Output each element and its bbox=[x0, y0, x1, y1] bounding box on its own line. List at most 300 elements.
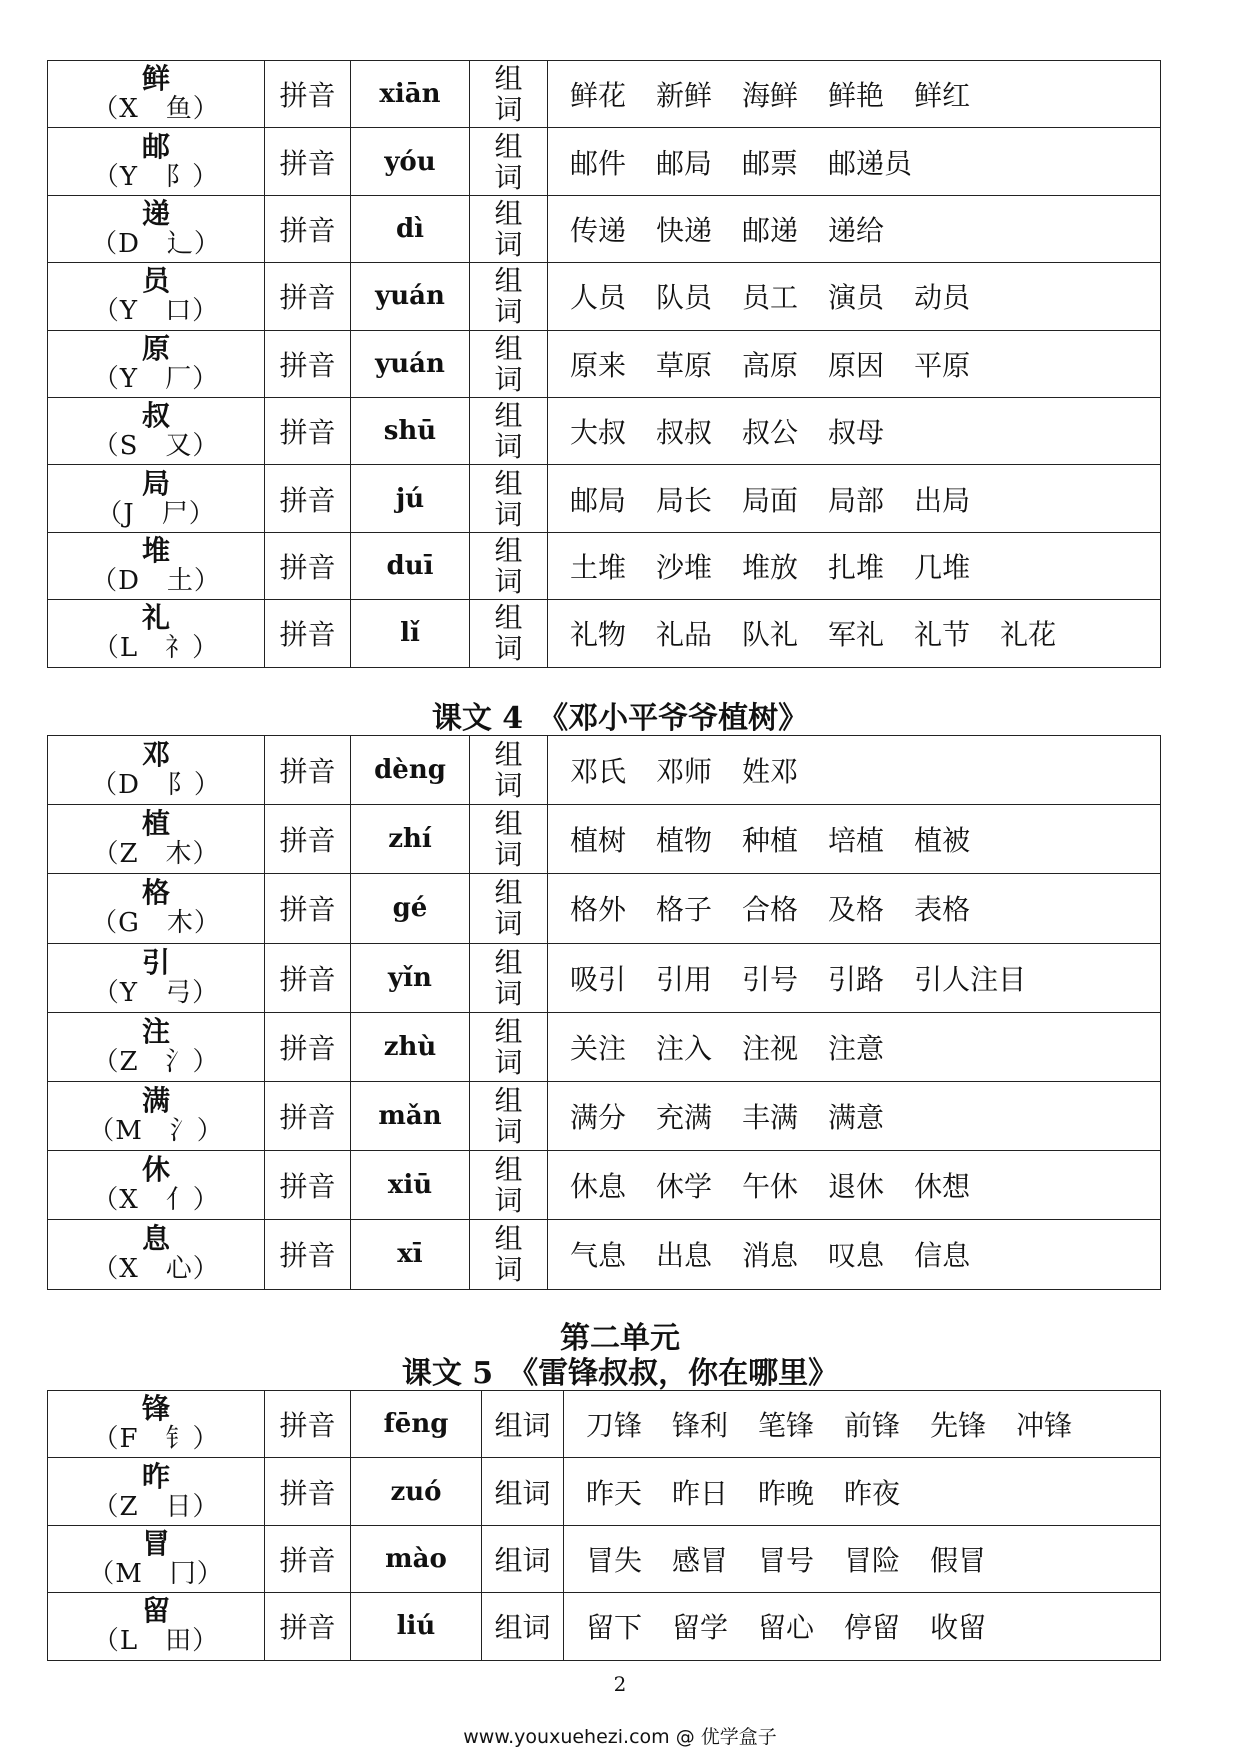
table-row bbox=[48, 397, 1161, 464]
word: 停留 bbox=[844, 1611, 901, 1645]
word: 刀锋 bbox=[586, 1409, 643, 1443]
word: 快递 bbox=[656, 213, 713, 247]
words-cell bbox=[548, 943, 1161, 1012]
zuci-label-top: 组 bbox=[494, 1222, 523, 1256]
pinyin-label: 拼音 bbox=[265, 1458, 351, 1525]
index-letter-radical: （F 钅） bbox=[92, 1424, 220, 1455]
table-row bbox=[48, 465, 1161, 532]
word: 及格 bbox=[828, 893, 885, 927]
zuci-label: 组词 bbox=[482, 1593, 564, 1660]
word: 前锋 bbox=[844, 1409, 901, 1443]
zuci-label-top: 组 bbox=[494, 399, 523, 433]
table-row bbox=[48, 1525, 1161, 1592]
words-cell bbox=[548, 128, 1161, 195]
pinyin-label: 拼音 bbox=[265, 874, 351, 943]
pinyin-label: 拼音 bbox=[265, 1220, 351, 1289]
word: 出局 bbox=[914, 483, 971, 517]
word: 笔锋 bbox=[758, 1409, 815, 1443]
word: 礼花 bbox=[1000, 618, 1057, 652]
index-letter-radical: （G 木） bbox=[91, 908, 221, 939]
pinyin-label: 拼音 bbox=[265, 263, 351, 330]
page-number: 2 bbox=[613, 1672, 627, 1696]
word: 注意 bbox=[828, 1031, 885, 1065]
word: 格子 bbox=[656, 893, 713, 927]
word: 土堆 bbox=[570, 550, 627, 584]
character: 邓 bbox=[141, 738, 170, 772]
pinyin-value: dèng bbox=[351, 736, 470, 805]
zuci-label-bottom: 词 bbox=[494, 1115, 523, 1149]
pinyin-label: 拼音 bbox=[265, 1081, 351, 1150]
zuci-label bbox=[470, 263, 548, 330]
words-cell bbox=[548, 805, 1161, 874]
words-cell bbox=[548, 1012, 1161, 1081]
word: 邮票 bbox=[742, 146, 799, 180]
character: 堆 bbox=[141, 533, 170, 567]
index-letter-radical: （D 土） bbox=[91, 565, 221, 596]
zuci-label-top: 组 bbox=[494, 466, 523, 500]
index-letter-radical: （M 氵） bbox=[88, 1116, 224, 1147]
word: 吸引 bbox=[570, 962, 627, 996]
table-row bbox=[48, 532, 1161, 599]
footer-watermark: www.youxuehezi.com @ 优学盒子 bbox=[463, 1726, 777, 1748]
word: 冒险 bbox=[844, 1543, 901, 1577]
word: 演员 bbox=[828, 281, 885, 315]
pinyin-value: yóu bbox=[351, 128, 470, 195]
zuci-label bbox=[470, 195, 548, 262]
zuci-label bbox=[470, 1151, 548, 1220]
table-row bbox=[48, 61, 1161, 128]
zuci-label bbox=[470, 1081, 548, 1150]
word: 格外 bbox=[570, 893, 627, 927]
zuci-label bbox=[470, 465, 548, 532]
zuci-label-top: 组 bbox=[494, 807, 523, 841]
word: 队员 bbox=[656, 281, 713, 315]
character: 满 bbox=[141, 1084, 170, 1118]
character-cell bbox=[48, 943, 265, 1012]
word: 引号 bbox=[742, 962, 799, 996]
table-row bbox=[48, 1151, 1161, 1220]
table-row bbox=[48, 943, 1161, 1012]
word: 海鲜 bbox=[742, 79, 799, 113]
character: 冒 bbox=[141, 1526, 170, 1560]
word: 收留 bbox=[930, 1611, 987, 1645]
word: 关注 bbox=[570, 1031, 627, 1065]
zuci-label-bottom: 词 bbox=[494, 564, 523, 598]
zuci-label bbox=[470, 874, 548, 943]
pinyin-value: xiū bbox=[351, 1151, 470, 1220]
table-row bbox=[48, 128, 1161, 195]
zuci-label-top: 组 bbox=[494, 1014, 523, 1048]
zuci-label-top: 组 bbox=[494, 738, 523, 772]
word: 军礼 bbox=[828, 618, 885, 652]
word: 气息 bbox=[570, 1239, 627, 1273]
word: 昨天 bbox=[586, 1476, 643, 1510]
character: 昨 bbox=[141, 1459, 170, 1493]
zuci-label-bottom: 词 bbox=[494, 632, 523, 666]
word: 种植 bbox=[742, 824, 799, 858]
zuci-label-top: 组 bbox=[494, 264, 523, 298]
pinyin-label: 拼音 bbox=[265, 195, 351, 262]
word: 邮递 bbox=[742, 213, 799, 247]
pinyin-value: mào bbox=[351, 1525, 482, 1592]
word: 充满 bbox=[656, 1101, 713, 1135]
word: 传递 bbox=[570, 213, 627, 247]
word: 叔母 bbox=[828, 416, 885, 450]
index-letter-radical: （Z 日） bbox=[92, 1491, 220, 1522]
index-letter-radical: （Y 厂） bbox=[92, 363, 220, 394]
words-cell bbox=[548, 1220, 1161, 1289]
word: 高原 bbox=[742, 348, 799, 382]
word: 出息 bbox=[656, 1239, 713, 1273]
word: 平原 bbox=[914, 348, 971, 382]
zuci-label bbox=[470, 943, 548, 1012]
word: 休想 bbox=[914, 1170, 971, 1204]
zuci-label-top: 组 bbox=[494, 196, 523, 230]
word: 留下 bbox=[586, 1611, 643, 1645]
character-cell bbox=[48, 195, 265, 262]
word: 冒号 bbox=[758, 1543, 815, 1577]
pinyin-value: lǐ bbox=[351, 600, 470, 667]
pinyin-label: 拼音 bbox=[265, 805, 351, 874]
unit-2-heading: 第二单元 bbox=[560, 1321, 680, 1356]
pinyin-value: zhù bbox=[351, 1012, 470, 1081]
pinyin-value: zhí bbox=[351, 805, 470, 874]
zuci-label-bottom: 词 bbox=[494, 93, 523, 127]
zuci-label-bottom: 词 bbox=[494, 430, 523, 464]
word: 冲锋 bbox=[1016, 1409, 1073, 1443]
word: 大叔 bbox=[570, 416, 627, 450]
word: 昨日 bbox=[672, 1476, 729, 1510]
pinyin-value: liú bbox=[351, 1593, 482, 1660]
pinyin-label: 拼音 bbox=[265, 397, 351, 464]
table-row bbox=[48, 600, 1161, 667]
word: 局部 bbox=[828, 483, 885, 517]
pinyin-value: yuán bbox=[351, 263, 470, 330]
vocab-table-2 bbox=[47, 735, 1161, 1290]
pinyin-label: 拼音 bbox=[265, 943, 351, 1012]
word: 鲜红 bbox=[914, 79, 971, 113]
index-letter-radical: （Z 木） bbox=[92, 839, 220, 870]
pinyin-label: 拼音 bbox=[265, 736, 351, 805]
word: 邮递员 bbox=[828, 146, 913, 180]
character-cell bbox=[48, 736, 265, 805]
character: 礼 bbox=[141, 601, 170, 635]
word: 满分 bbox=[570, 1101, 627, 1135]
zuci-label-top: 组 bbox=[494, 331, 523, 365]
character-cell bbox=[48, 1593, 265, 1660]
character: 锋 bbox=[141, 1392, 170, 1426]
table-row bbox=[48, 1220, 1161, 1289]
word: 新鲜 bbox=[656, 79, 713, 113]
word: 引路 bbox=[828, 962, 885, 996]
character: 留 bbox=[141, 1594, 170, 1628]
word: 午休 bbox=[742, 1170, 799, 1204]
word: 员工 bbox=[742, 281, 799, 315]
character-cell bbox=[48, 1525, 265, 1592]
pinyin-label: 拼音 bbox=[265, 61, 351, 128]
table-row bbox=[48, 1593, 1161, 1660]
index-letter-radical: （X 心） bbox=[92, 1254, 220, 1285]
zuci-label bbox=[470, 128, 548, 195]
character: 递 bbox=[141, 196, 170, 230]
pinyin-label: 拼音 bbox=[265, 128, 351, 195]
zuci-label-bottom: 词 bbox=[494, 1253, 523, 1287]
word: 人员 bbox=[570, 281, 627, 315]
table-row bbox=[48, 1012, 1161, 1081]
word: 植树 bbox=[570, 824, 627, 858]
pinyin-value: xiān bbox=[351, 61, 470, 128]
word: 先锋 bbox=[930, 1409, 987, 1443]
character-cell bbox=[48, 1151, 265, 1220]
words-cell bbox=[548, 736, 1161, 805]
word: 邓氏 bbox=[570, 755, 627, 789]
zuci-label bbox=[470, 736, 548, 805]
word: 队礼 bbox=[742, 618, 799, 652]
words-cell bbox=[548, 263, 1161, 330]
word: 信息 bbox=[914, 1239, 971, 1273]
word: 引人注目 bbox=[914, 962, 1027, 996]
pinyin-value: yǐn bbox=[351, 943, 470, 1012]
words-cell bbox=[548, 874, 1161, 943]
word: 邮件 bbox=[570, 146, 627, 180]
character: 引 bbox=[141, 945, 170, 979]
zuci-label-bottom: 词 bbox=[494, 497, 523, 531]
character: 格 bbox=[141, 876, 170, 910]
character-cell bbox=[48, 1391, 265, 1458]
pinyin-label: 拼音 bbox=[265, 1593, 351, 1660]
word: 动员 bbox=[914, 281, 971, 315]
words-cell bbox=[548, 397, 1161, 464]
word: 合格 bbox=[742, 893, 799, 927]
zuci-label-bottom: 词 bbox=[494, 1045, 523, 1079]
word: 注视 bbox=[742, 1031, 799, 1065]
character-cell bbox=[48, 805, 265, 874]
word: 姓邓 bbox=[742, 755, 799, 789]
word: 消息 bbox=[742, 1239, 799, 1273]
word: 昨夜 bbox=[844, 1476, 901, 1510]
zuci-label bbox=[470, 805, 548, 874]
table-row bbox=[48, 263, 1161, 330]
zuci-label-top: 组 bbox=[494, 1084, 523, 1118]
lesson-5-heading: 课文 5 《雷锋叔叔，你在哪里》 bbox=[401, 1356, 839, 1391]
character: 邮 bbox=[141, 129, 170, 163]
pinyin-value: yuán bbox=[351, 330, 470, 397]
zuci-label-bottom: 词 bbox=[494, 976, 523, 1010]
character-cell bbox=[48, 330, 265, 397]
index-letter-radical: （S 又） bbox=[92, 431, 220, 462]
zuci-label-bottom: 词 bbox=[494, 160, 523, 194]
words-cell bbox=[548, 1081, 1161, 1150]
words-cell bbox=[548, 195, 1161, 262]
word: 昨晚 bbox=[758, 1476, 815, 1510]
words-cell bbox=[564, 1525, 1161, 1592]
word: 草原 bbox=[656, 348, 713, 382]
character-cell bbox=[48, 532, 265, 599]
character-cell bbox=[48, 1081, 265, 1150]
words-cell bbox=[564, 1458, 1161, 1525]
zuci-label-bottom: 词 bbox=[494, 907, 523, 941]
words-cell bbox=[564, 1391, 1161, 1458]
zuci-label: 组词 bbox=[482, 1458, 564, 1525]
pinyin-value: jú bbox=[351, 465, 470, 532]
zuci-label-top: 组 bbox=[494, 129, 523, 163]
pinyin-label: 拼音 bbox=[265, 465, 351, 532]
vocab-table-3 bbox=[47, 1390, 1161, 1661]
word: 表格 bbox=[914, 893, 971, 927]
word: 假冒 bbox=[930, 1543, 987, 1577]
pinyin-value: gé bbox=[351, 874, 470, 943]
pinyin-value: mǎn bbox=[351, 1081, 470, 1150]
words-cell bbox=[548, 330, 1161, 397]
pinyin-label: 拼音 bbox=[265, 1525, 351, 1592]
zuci-label-top: 组 bbox=[494, 533, 523, 567]
pinyin-value: shū bbox=[351, 397, 470, 464]
pinyin-label: 拼音 bbox=[265, 1151, 351, 1220]
character-cell bbox=[48, 61, 265, 128]
table-row bbox=[48, 330, 1161, 397]
character: 植 bbox=[141, 807, 170, 841]
word: 邮局 bbox=[656, 146, 713, 180]
zuci-label-bottom: 词 bbox=[494, 838, 523, 872]
word: 原来 bbox=[570, 348, 627, 382]
word: 留心 bbox=[758, 1611, 815, 1645]
zuci-label bbox=[470, 397, 548, 464]
pinyin-label: 拼音 bbox=[265, 1391, 351, 1458]
index-letter-radical: （X 鱼） bbox=[92, 94, 220, 125]
word: 满意 bbox=[828, 1101, 885, 1135]
index-letter-radical: （D 阝） bbox=[91, 770, 221, 801]
character: 叔 bbox=[141, 399, 170, 433]
pinyin-value: fēng bbox=[351, 1391, 482, 1458]
character: 鲜 bbox=[141, 62, 170, 96]
character: 原 bbox=[141, 331, 170, 365]
word: 植被 bbox=[914, 824, 971, 858]
word: 礼品 bbox=[656, 618, 713, 652]
character-cell bbox=[48, 128, 265, 195]
character: 局 bbox=[141, 466, 170, 500]
index-letter-radical: （D 辶） bbox=[91, 228, 221, 259]
character-cell bbox=[48, 1458, 265, 1525]
pinyin-value: duī bbox=[351, 532, 470, 599]
zuci-label bbox=[470, 1220, 548, 1289]
character-cell bbox=[48, 1012, 265, 1081]
zuci-label-bottom: 词 bbox=[494, 1184, 523, 1218]
index-letter-radical: （M 冂） bbox=[88, 1558, 224, 1589]
word: 礼节 bbox=[914, 618, 971, 652]
table-row bbox=[48, 1391, 1161, 1458]
character-cell bbox=[48, 1220, 265, 1289]
lesson-4-heading: 课文 4 《邓小平爷爷植树》 bbox=[431, 701, 809, 736]
character-cell bbox=[48, 465, 265, 532]
index-letter-radical: （Y 弓） bbox=[92, 977, 220, 1008]
word: 扎堆 bbox=[828, 550, 885, 584]
index-letter-radical: （Z 氵） bbox=[92, 1046, 220, 1077]
zuci-label-bottom: 词 bbox=[494, 769, 523, 803]
zuci-label bbox=[470, 1012, 548, 1081]
zuci-label-bottom: 词 bbox=[494, 362, 523, 396]
word: 引用 bbox=[656, 962, 713, 996]
words-cell bbox=[548, 61, 1161, 128]
character: 休 bbox=[141, 1153, 170, 1187]
index-letter-radical: （X 亻） bbox=[92, 1185, 220, 1216]
word: 递给 bbox=[828, 213, 885, 247]
zuci-label-bottom: 词 bbox=[494, 227, 523, 261]
word: 邓师 bbox=[656, 755, 713, 789]
pinyin-value: zuó bbox=[351, 1458, 482, 1525]
words-cell bbox=[548, 600, 1161, 667]
zuci-label-top: 组 bbox=[494, 945, 523, 979]
zuci-label-bottom: 词 bbox=[494, 295, 523, 329]
zuci-label: 组词 bbox=[482, 1391, 564, 1458]
words-cell bbox=[548, 532, 1161, 599]
zuci-label bbox=[470, 532, 548, 599]
index-letter-radical: （L 礻） bbox=[92, 633, 220, 664]
character-cell bbox=[48, 600, 265, 667]
table-row bbox=[48, 736, 1161, 805]
word: 叔公 bbox=[742, 416, 799, 450]
word: 叔叔 bbox=[656, 416, 713, 450]
word: 丰满 bbox=[742, 1101, 799, 1135]
index-letter-radical: （Y 阝） bbox=[92, 161, 220, 192]
zuci-label bbox=[470, 61, 548, 128]
word: 植物 bbox=[656, 824, 713, 858]
word: 鲜花 bbox=[570, 79, 627, 113]
table-row bbox=[48, 1081, 1161, 1150]
word: 几堆 bbox=[914, 550, 971, 584]
word: 鲜艳 bbox=[828, 79, 885, 113]
word: 原因 bbox=[828, 348, 885, 382]
index-letter-radical: （Y 口） bbox=[92, 296, 220, 327]
pinyin-value: xī bbox=[351, 1220, 470, 1289]
pinyin-label: 拼音 bbox=[265, 600, 351, 667]
zuci-label-top: 组 bbox=[494, 62, 523, 96]
word: 锋利 bbox=[672, 1409, 729, 1443]
word: 沙堆 bbox=[656, 550, 713, 584]
zuci-label: 组词 bbox=[482, 1525, 564, 1592]
words-cell bbox=[564, 1593, 1161, 1660]
pinyin-label: 拼音 bbox=[265, 532, 351, 599]
character: 注 bbox=[141, 1014, 170, 1048]
table-row bbox=[48, 1458, 1161, 1525]
word: 堆放 bbox=[742, 550, 799, 584]
zuci-label-top: 组 bbox=[494, 601, 523, 635]
word: 局长 bbox=[656, 483, 713, 517]
word: 留学 bbox=[672, 1611, 729, 1645]
zuci-label-top: 组 bbox=[494, 876, 523, 910]
word: 退休 bbox=[828, 1170, 885, 1204]
vocab-table-1 bbox=[47, 60, 1161, 668]
word: 冒失 bbox=[586, 1543, 643, 1577]
words-cell bbox=[548, 1151, 1161, 1220]
word: 邮局 bbox=[570, 483, 627, 517]
word: 培植 bbox=[828, 824, 885, 858]
word: 感冒 bbox=[672, 1543, 729, 1577]
character: 息 bbox=[141, 1222, 170, 1256]
pinyin-label: 拼音 bbox=[265, 330, 351, 397]
word: 叹息 bbox=[828, 1239, 885, 1273]
table-row bbox=[48, 874, 1161, 943]
index-letter-radical: （J 尸） bbox=[96, 498, 216, 529]
zuci-label bbox=[470, 600, 548, 667]
table-row bbox=[48, 805, 1161, 874]
pinyin-value: dì bbox=[351, 195, 470, 262]
character-cell bbox=[48, 263, 265, 330]
zuci-label bbox=[470, 330, 548, 397]
character: 员 bbox=[141, 264, 170, 298]
pinyin-label: 拼音 bbox=[265, 1012, 351, 1081]
word: 礼物 bbox=[570, 618, 627, 652]
character-cell bbox=[48, 397, 265, 464]
